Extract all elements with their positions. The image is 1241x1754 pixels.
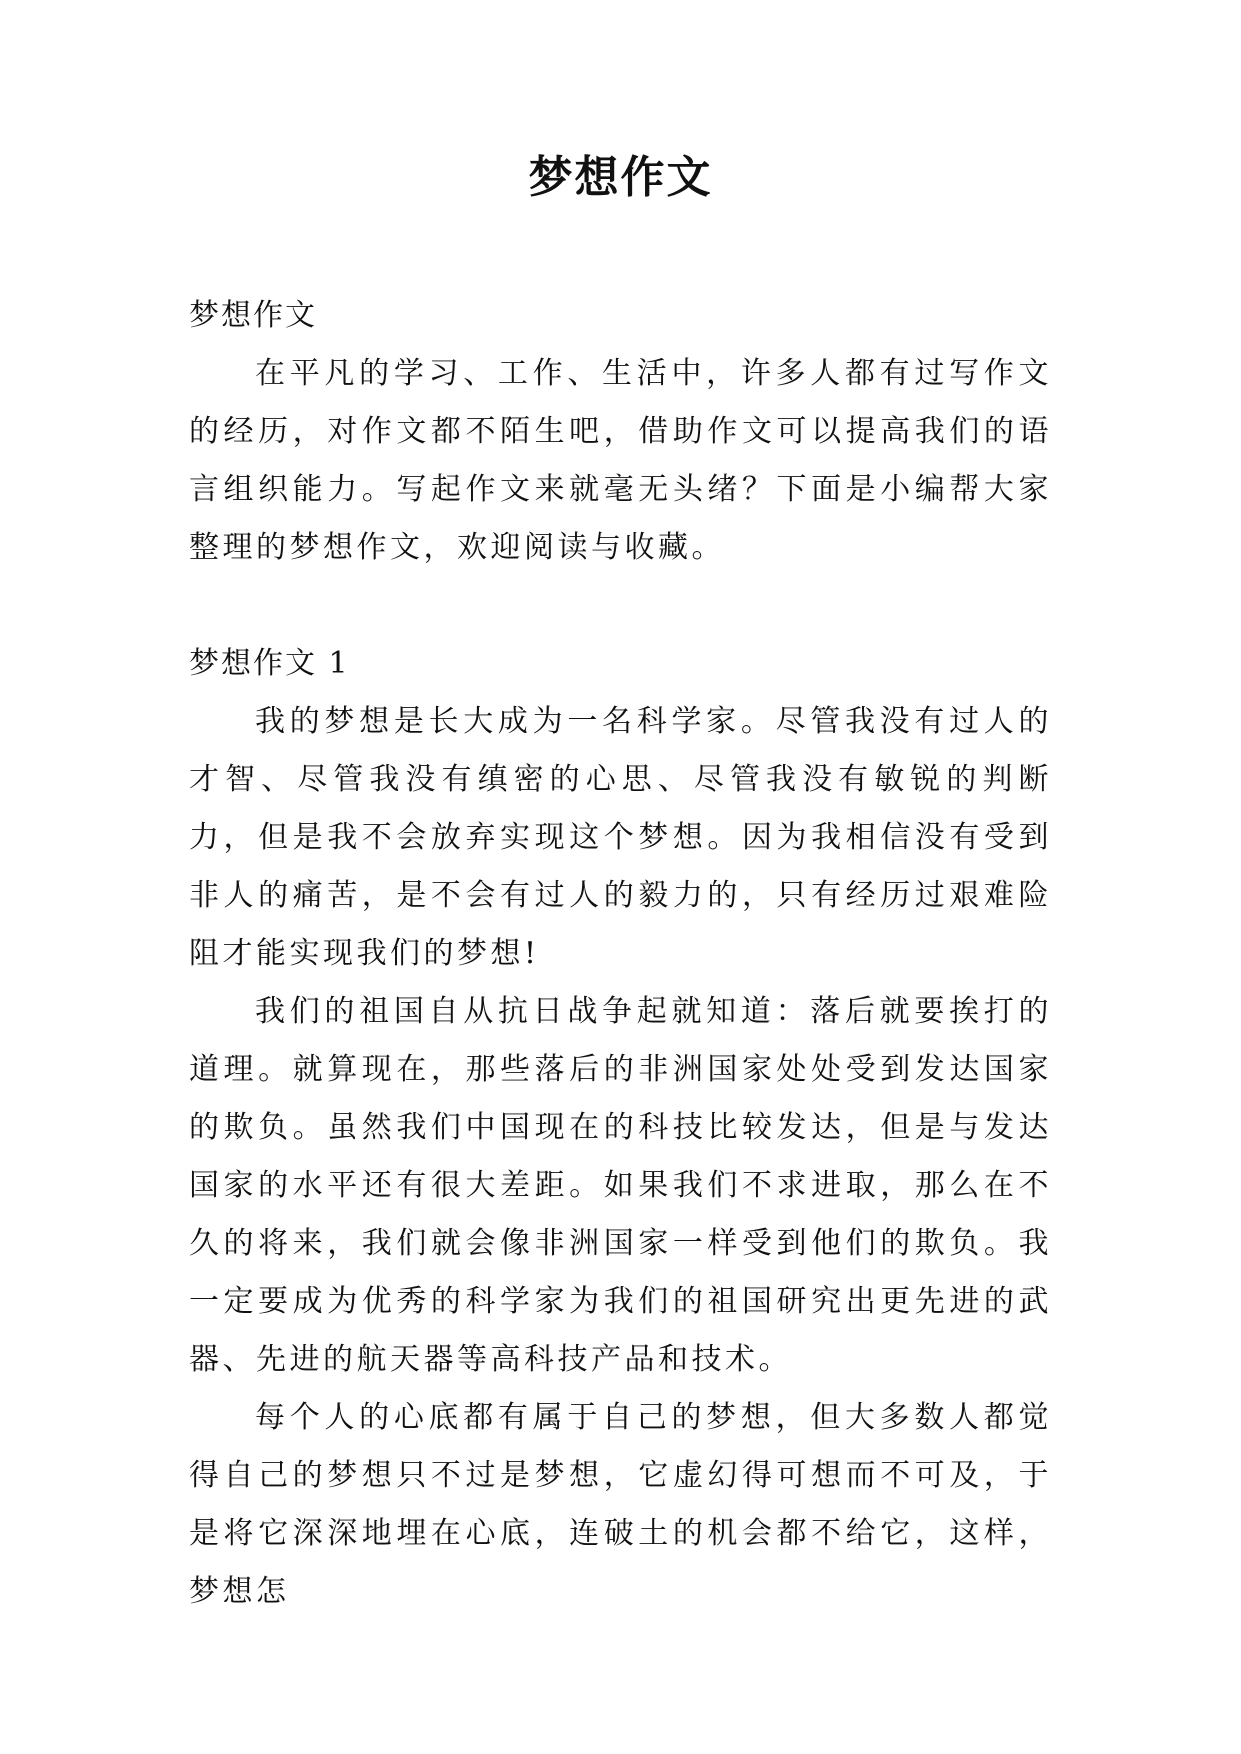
intro-heading: 梦想作文: [189, 298, 317, 333]
essay-1-paragraph-1: 我的梦想是长大成为一名科学家。尽管我没有过人的才智、尽管我没有缜密的心思、尽管我没有敏锐的判断力，但是我不会放弃实现这个梦想。因为我相信没有受到非人的痛苦，是不会有过人的毅力的，只有经历过艰难险阻才能实现我们的梦想!: [189, 704, 1052, 971]
essay-1-heading: 梦想作文 1: [189, 646, 350, 681]
essay-1-paragraph-3: 每个人的心底都有属于自己的梦想，但大多数人都觉得自己的梦想只不过是梦想，它虚幻得可想而不可及，于是将它深深地埋在心底，连破土的机会都不给它，这样，梦想怎: [189, 1400, 1052, 1609]
document-title: 梦想作文: [528, 152, 713, 203]
section-spacer: [189, 577, 1052, 635]
essay-1-paragraph-2: 我们的祖国自从抗日战争起就知道：落后就要挨打的道理。就算现在，那些落后的非洲国家处处受到发达国家的欺负。虽然我们中国现在的科技比较发达，但是与发达国家的水平还有很大差距。如果我们不求进取，那么在不久的将来，我们就会像非洲国家一样受到他们的欺负。我一定要成为优秀的科学家为我们的祖国研究出更先进的武器、先进的航天器等高科技产品和技术。: [189, 994, 1052, 1377]
intro-paragraph: 在平凡的学习、工作、生活中，许多人都有过写作文的经历，对作文都不陌生吧，借助作文可以提高我们的语言组织能力。写起作文来就毫无头绪？下面是小编帮大家整理的梦想作文，欢迎阅读与收藏。: [189, 356, 1052, 565]
document-body: [189, 287, 1052, 1621]
